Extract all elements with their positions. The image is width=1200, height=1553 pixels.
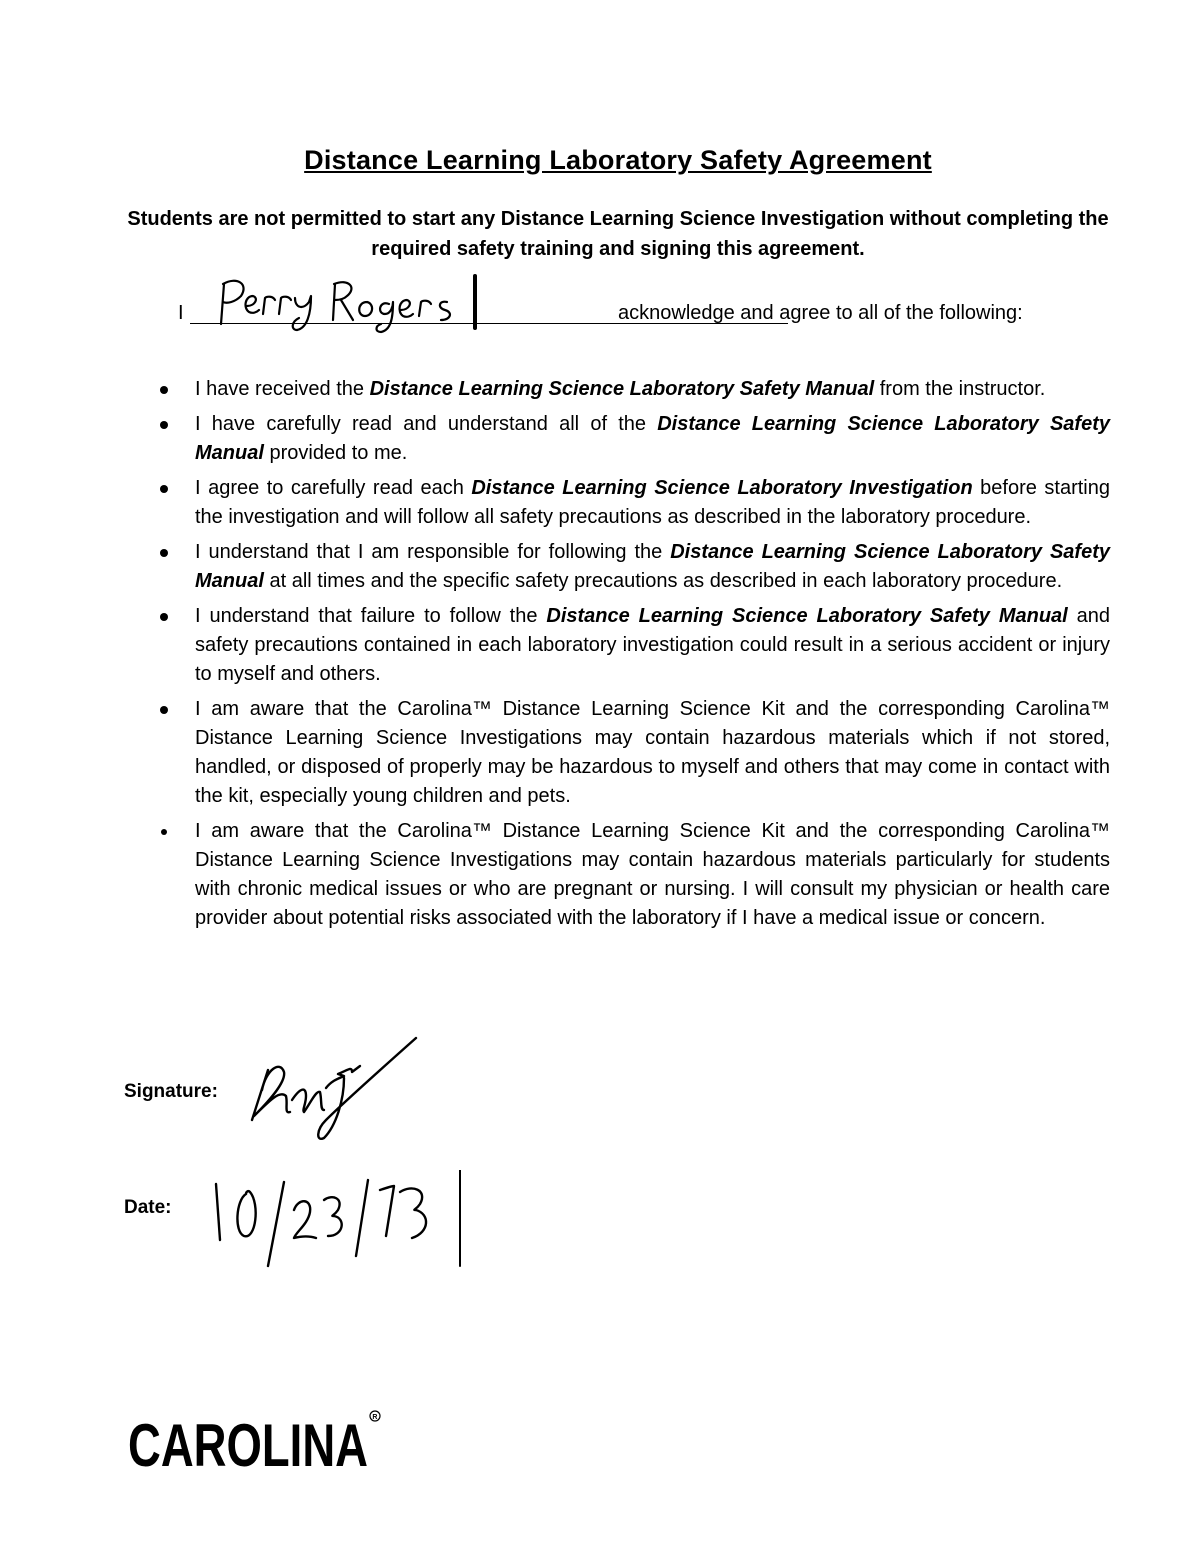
item-segment: and safety precautions contained in each laboratory investigation could result in a serious accident or injury to myself and others. (195, 605, 1110, 685)
item-segment: before starting the investigation and will follow all safety precautions as described in the laboratory procedure. (195, 477, 1110, 528)
list-item (195, 817, 1110, 933)
item-segment: I am aware that the Carolina™ Distance Learning Science Kit and the corresponding Carolina™ Distance Learning Science Investigations may contain hazardous materials particularly for students with chronic medical issues or who are pregnant or nursing. I will consult my physician or health care provider about potential risks associated with the laboratory if I have a medical issue or concern. (195, 820, 1110, 929)
manual-title: Distance Learning Science Laboratory Safety Manual (195, 413, 1110, 464)
logo-wordmark: CAROLINA (128, 1412, 368, 1474)
list-item (195, 538, 1110, 596)
list-item (195, 410, 1110, 468)
manual-title: Distance Learning Science Laboratory Safety Manual (546, 605, 1068, 627)
list-item (195, 474, 1110, 532)
carolina-logo (128, 1408, 388, 1474)
item-segment: provided to me. (263, 442, 408, 464)
handwritten-date (200, 1170, 470, 1280)
agreement-list (195, 375, 1110, 939)
svg-text:R: R (372, 1414, 378, 1421)
list-item (195, 695, 1110, 811)
handwritten-name (207, 262, 497, 334)
acknowledge-prefix: I (178, 302, 184, 324)
intro-text: Students are not permitted to start any Distance Learning Science Investigation without completing the required safety training and signing this agreement. (127, 208, 1109, 260)
item-segment: I have carefully read and understand all of the (195, 413, 658, 435)
list-item (195, 375, 1110, 404)
item-segment: I agree to carefully read each (195, 477, 472, 499)
item-segment: from the instructor. (874, 378, 1046, 400)
item-segment: I understand that I am responsible for following the (195, 541, 671, 563)
item-segment: I have received the (195, 378, 370, 400)
item-segment: I am aware that the Carolina™ Distance Learning Science Kit and the corresponding Carolina™ Distance Learning Science Investigations may contain hazardous materials which if not stored, handled, or disposed of properly may be hazardous to myself and others that may come in contact with the kit, especially young children and pets. (195, 698, 1110, 807)
manual-title: Distance Learning Science Laboratory Safety Manual (195, 541, 1110, 592)
manual-title: Distance Learning Science Laboratory Safety Manual (369, 378, 875, 400)
item-segment: at all times and the specific safety precautions as described in each laboratory procedure. (263, 570, 1063, 592)
manual-title: Distance Learning Science Laboratory Investigation (471, 477, 973, 499)
item-segment: I understand that failure to follow the (195, 605, 547, 627)
date-label: Date: (124, 1197, 172, 1218)
list-item (195, 602, 1110, 689)
acknowledge-suffix: acknowledge and agree to all of the following: (618, 302, 1023, 324)
signature-label: Signature: (124, 1081, 218, 1102)
document-title: Distance Learning Laboratory Safety Agreement (304, 145, 932, 175)
handwritten-signature (240, 1030, 430, 1150)
